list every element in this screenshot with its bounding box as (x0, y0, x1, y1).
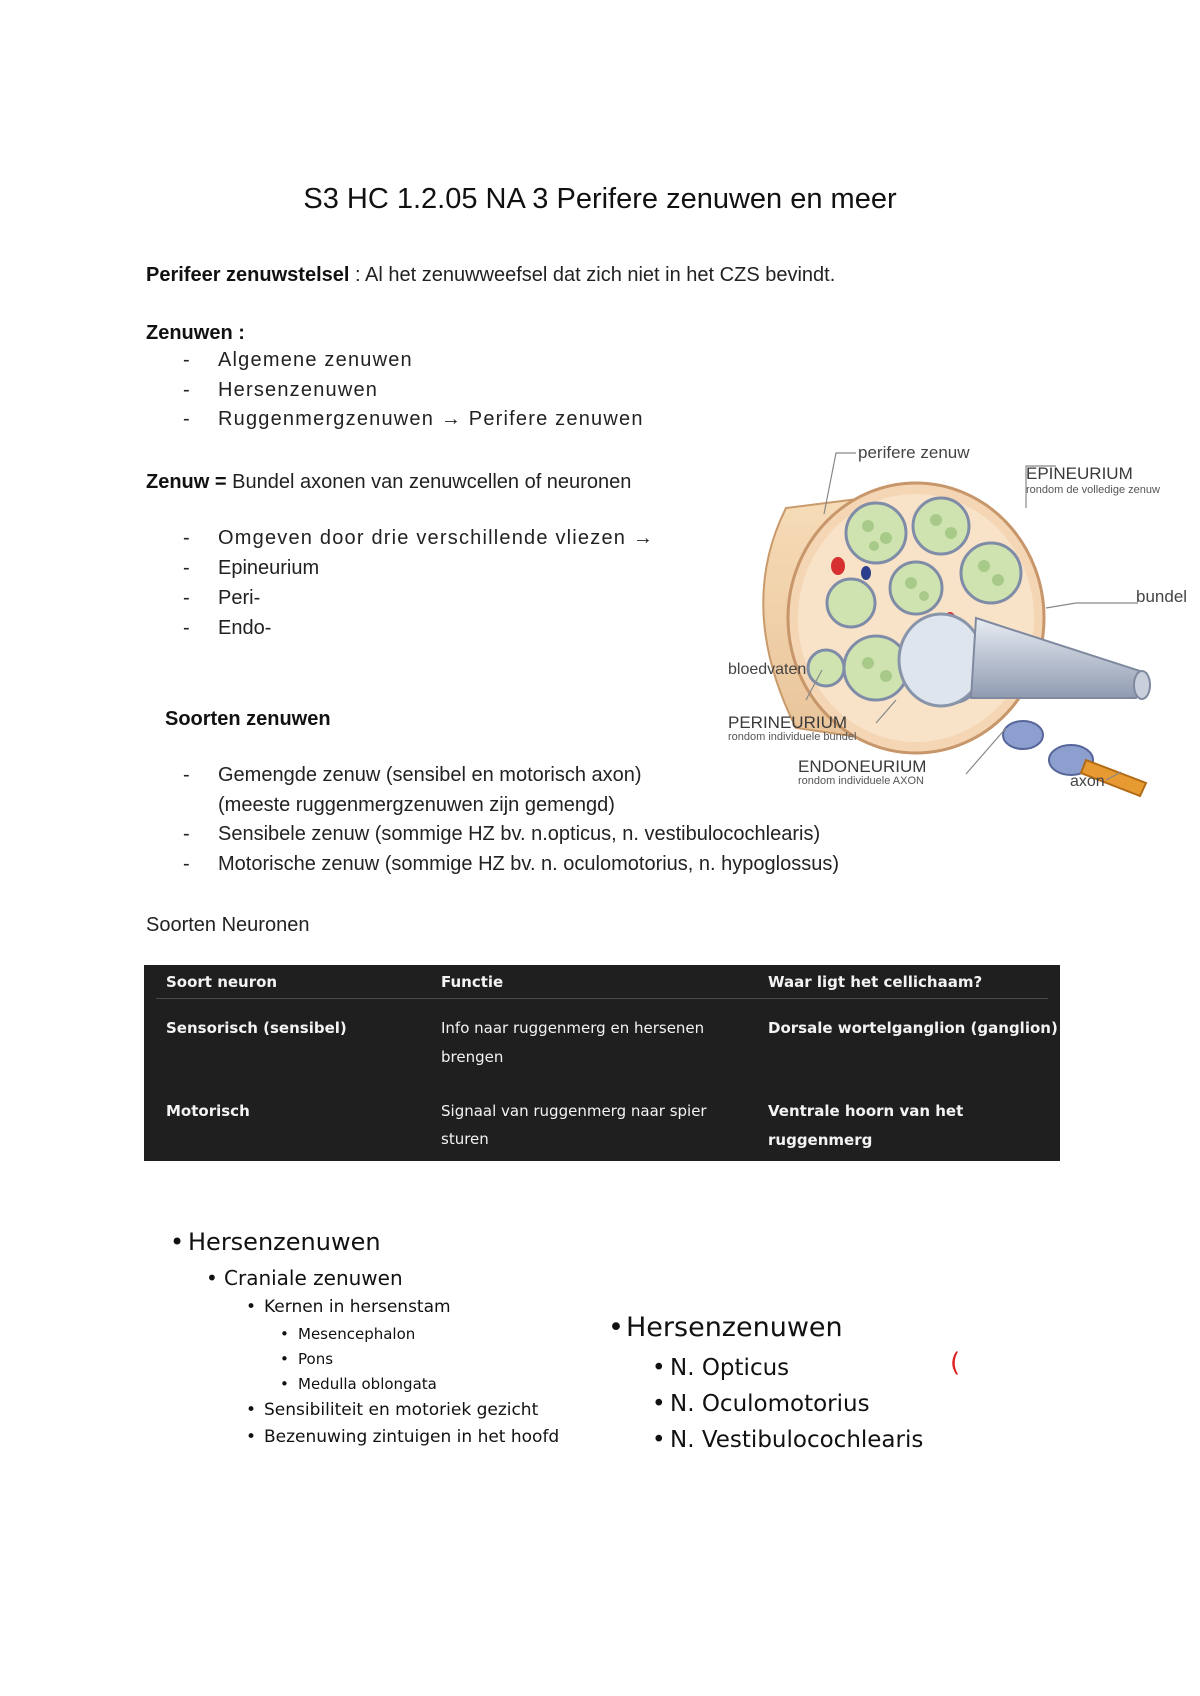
soorten-zenuwen-heading: Soorten zenuwen (165, 708, 331, 730)
table-cell: Sensorisch (sensibel) (166, 1019, 347, 1037)
zenuwen-list (0, 349, 720, 439)
soorten-zenuwen-list (0, 764, 1000, 884)
zenuw-term: Zenuw = (146, 471, 227, 493)
label-epineurium-sub: rondom de volledige zenuw (1026, 484, 1160, 496)
slide-bullet-l4: • Medulla oblongata (280, 1375, 437, 1393)
label-perineurium: PERINEURIUM (728, 713, 848, 732)
label-endoneurium-sub: rondom individuele AXON (798, 775, 924, 787)
nerve-cross-section-illustration (726, 438, 1194, 806)
list-item: - Ruggenmergzenuwen → Perifere zenuwen (183, 408, 644, 430)
slide-bullet-l1: • Hersenzenuwen (170, 1228, 381, 1256)
slide-bullet-l3: • Sensibiliteit en motoriek gezicht (246, 1400, 539, 1420)
neuron-table (144, 965, 1060, 1161)
zenuwen-heading: Zenuwen : (146, 322, 245, 344)
slide-excerpt-right (608, 1312, 1008, 1462)
label-bundel: bundel (1136, 587, 1188, 606)
list-item-continuation: (meeste ruggenmergzenuwen zijn gemengd) (218, 794, 615, 816)
slide-bullet-l2: • N. Opticus (652, 1355, 790, 1381)
soorten-neuronen-heading: Soorten Neuronen (146, 914, 310, 936)
zenuw-definition (146, 468, 631, 496)
list-item: - Sensibele zenuw (sommige HZ bv. n.opticus, n. vestibulocochlearis) (183, 823, 821, 845)
page-title: S3 HC 1.2.05 NA 3 Perifere zenuwen en meer (303, 183, 897, 215)
table-cell: Motorisch (166, 1102, 250, 1120)
list-item: - Omgeven door drie verschillende vliezen → (183, 527, 655, 549)
definition-term: Perifeer zenuwstelsel (146, 264, 350, 286)
definition-line (146, 261, 835, 289)
label-axon: axon (1070, 773, 1105, 790)
slide-bullet-l2: • Craniale zenuwen (206, 1266, 403, 1290)
list-item: - Algemene zenuwen (183, 349, 413, 371)
red-mark: ( (950, 1348, 961, 1378)
slide-bullet-l4: • Mesencephalon (280, 1325, 416, 1343)
zenuw-text: Bundel axonen van zenuwcellen of neuronen (226, 471, 632, 493)
slide-bullet-l2: • N. Vestibulocochlearis (652, 1427, 924, 1453)
table-cell: Dorsale wortelganglion (ganglion) (768, 1019, 1058, 1037)
table-cell: Ventrale hoorn van het ruggenmerg (768, 1102, 964, 1149)
table-cell: sturen (441, 1130, 489, 1148)
slide-bullet-l4: • Pons (280, 1350, 334, 1368)
slide-bullet-l3: • Bezenuwing zintuigen in het hoofd (246, 1427, 560, 1447)
table-cell: brengen (441, 1048, 504, 1066)
list-item: - Peri- (183, 587, 261, 609)
table-header: Functie (441, 973, 504, 991)
label-endoneurium: ENDONEURIUM (798, 757, 927, 776)
definition-text: : Al het zenuwweefsel dat zich niet in het CZS bevindt. (349, 264, 836, 286)
table-cell: Signaal van ruggenmerg naar spier (441, 1102, 707, 1120)
slide-bullet-l2: • N. Oculomotorius (652, 1391, 870, 1417)
label-epineurium: EPINEURIUM (1026, 464, 1133, 483)
table-cell: Info naar ruggenmerg en hersenen (441, 1019, 705, 1037)
table-divider (156, 998, 1048, 999)
vliezen-list (0, 527, 720, 647)
label-perineurium-sub: rondom individuele bundel (728, 731, 857, 743)
list-item: - Endo- (183, 617, 272, 639)
list-item: - Epineurium (183, 557, 320, 579)
list-item: - Gemengde zenuw (sensibel en motorisch axon) (183, 764, 642, 786)
table-header: Waar ligt het cellichaam? (768, 973, 983, 991)
list-item: - Hersenzenuwen (183, 379, 379, 401)
label-bloedvaten: bloedvaten (728, 661, 807, 678)
label-perifere-zenuw: perifere zenuw (858, 443, 970, 462)
table-header: Soort neuron (166, 973, 278, 991)
slide-bullet-l3: • Kernen in hersenstam (246, 1297, 451, 1317)
slide-excerpt-left (170, 1228, 590, 1458)
list-item: - Motorische zenuw (sommige HZ bv. n. oculomotorius, n. hypoglossus) (183, 853, 839, 875)
slide-bullet-l1: •Hersenzenuwen (608, 1312, 843, 1343)
